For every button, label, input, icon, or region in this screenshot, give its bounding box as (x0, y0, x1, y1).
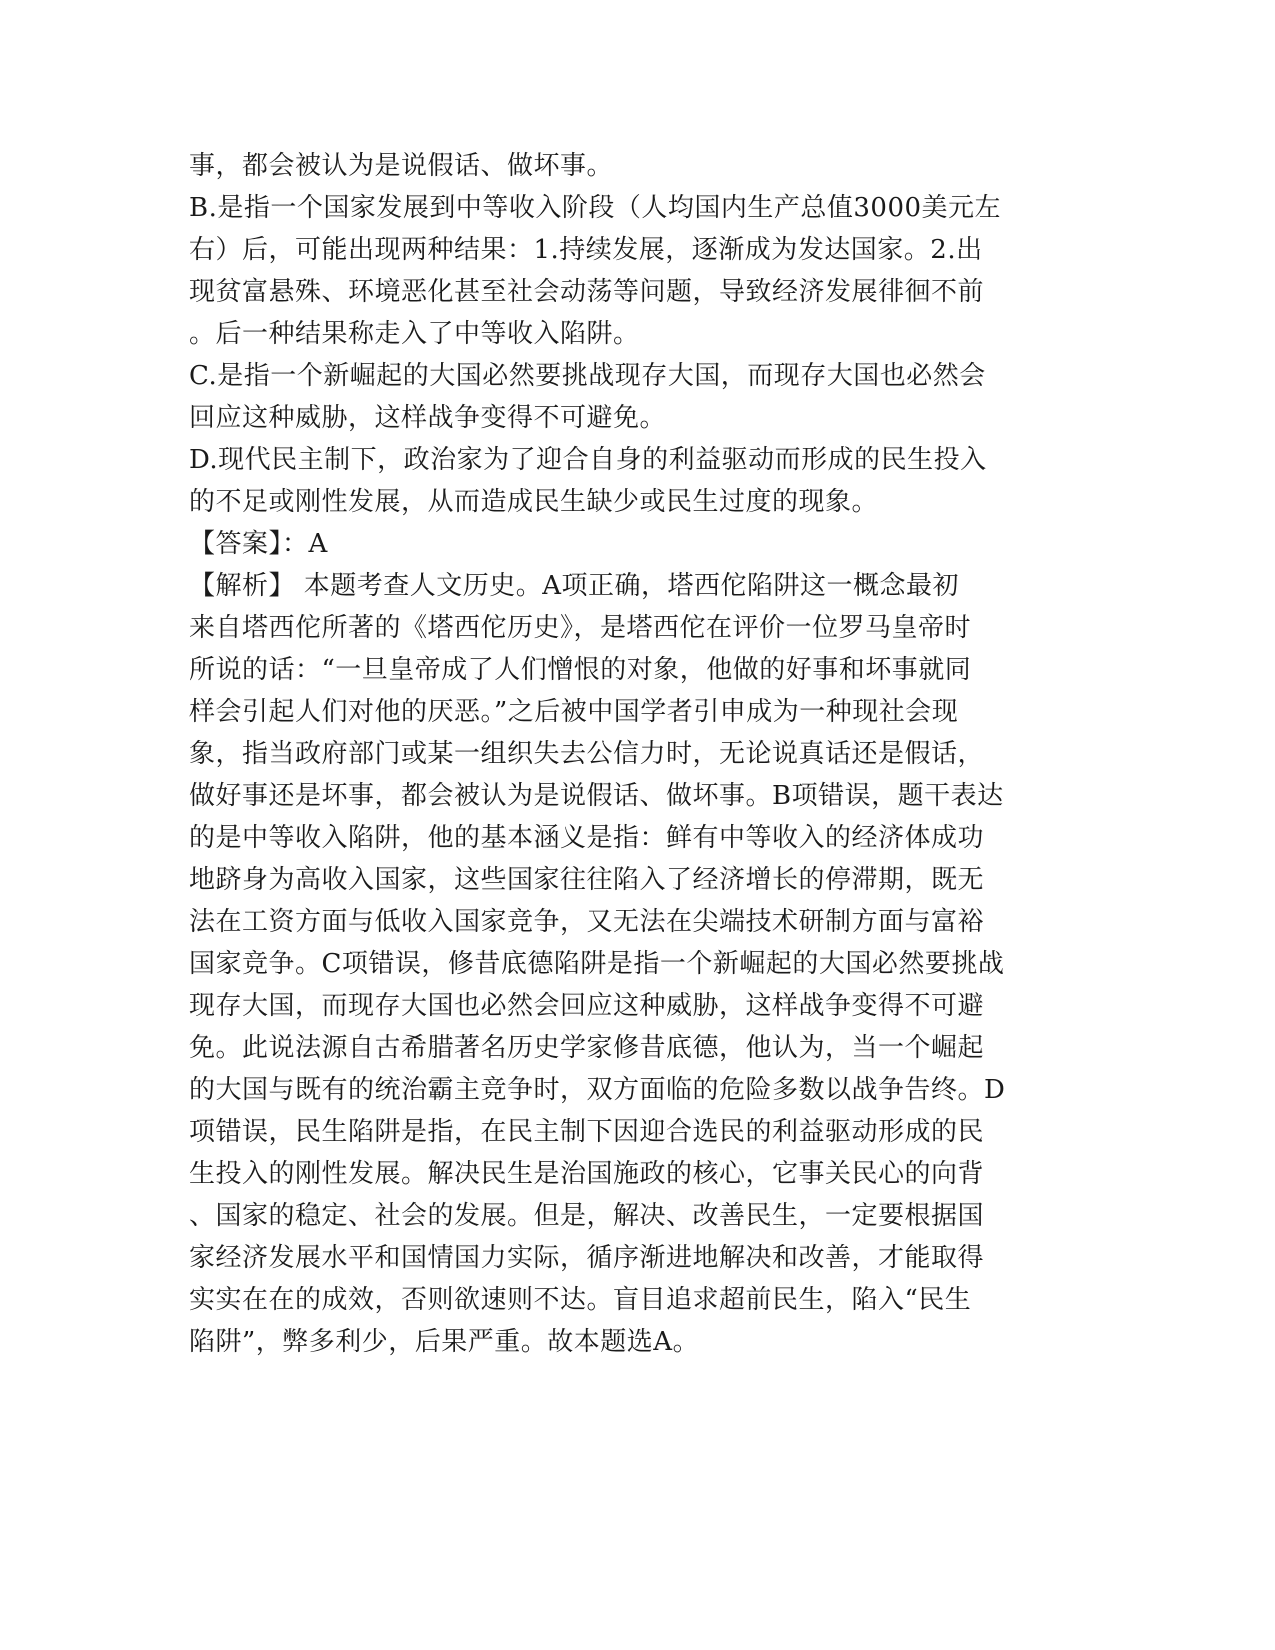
text-line: 项错误，民生陷阱是指，在民主制下因迎合选民的利益驱动形成的民 (189, 1117, 985, 1147)
text-line: 免。此说法源自古希腊著名历史学家修昔底德，他认为，当一个崛起 (189, 1033, 985, 1063)
text-line: 。后一种结果称走入了中等收入陷阱。 (189, 319, 640, 349)
text-line: 生投入的刚性发展。解决民生是治国施政的核心，它事关民心的向背 (189, 1159, 985, 1189)
text-line: 实实在在的成效，否则欲速则不达。盲目追求超前民生，陷入“民生 (189, 1285, 972, 1315)
option-c-line: C.是指一个新崛起的大国必然要挑战现存大国，而现存大国也必然会 (189, 361, 986, 391)
document-page (189, 145, 1069, 1363)
text-line: 地跻身为高收入国家，这些国家往往陷入了经济增长的停滞期，既无 (189, 865, 985, 895)
text-line: 家经济发展水平和国情国力实际，循序渐进地解决和改善，才能取得 (189, 1243, 985, 1273)
text-line: 陷阱”，弊多利少，后果严重。故本题选A。 (189, 1327, 700, 1357)
option-b-line: B.是指一个国家发展到中等收入阶段（人均国内生产总值3000美元左 (189, 193, 1002, 223)
text-line: 国家竞争。C项错误，修昔底德陷阱是指一个新崛起的大国必然要挑战 (189, 949, 1005, 979)
text-line: 事，都会被认为是说假话、做坏事。 (189, 151, 614, 181)
text-line: 、国家的稳定、社会的发展。但是，解决、改善民生，一定要根据国 (189, 1201, 985, 1231)
text-line: 象，指当政府部门或某一组织失去公信力时，无论说真话还是假话， (189, 739, 985, 769)
text-line: 现存大国，而现存大国也必然会回应这种威胁，这样战争变得不可避 (189, 991, 985, 1021)
text-line: 回应这种威胁，这样战争变得不可避免。 (189, 403, 667, 433)
analysis-line: 【解析】 本题考查人文历史。A项正确，塔西佗陷阱这一概念最初 (189, 571, 960, 601)
text-line: 法在工资方面与低收入国家竞争，又无法在尖端技术研制方面与富裕 (189, 907, 985, 937)
text-line: 来自塔西佗所著的《塔西佗历史》，是塔西佗在评价一位罗马皇帝时 (189, 613, 972, 643)
text-line: 现贫富悬殊、环境恶化甚至社会动荡等问题，导致经济发展徘徊不前 (189, 277, 985, 307)
option-d-line: D.现代民主制下，政治家为了迎合自身的利益驱动而形成的民生投入 (189, 445, 987, 475)
answer-line: 【答案】：A (189, 529, 328, 559)
text-line: 的不足或刚性发展，从而造成民生缺少或民生过度的现象。 (189, 487, 879, 517)
text-line: 的大国与既有的统治霸主竞争时，双方面临的危险多数以战争告终。D (189, 1075, 1006, 1105)
text-line: 样会引起人们对他的厌恶。”之后被中国学者引申成为一种现社会现 (189, 697, 959, 727)
text-line: 的是中等收入陷阱，他的基本涵义是指：鲜有中等收入的经济体成功 (189, 823, 985, 853)
text-line: 所说的话：“一旦皇帝成了人们憎恨的对象，他做的好事和坏事就同 (189, 655, 972, 685)
text-line: 做好事还是坏事，都会被认为是说假话、做坏事。B项错误，题干表达 (189, 781, 1004, 811)
text-line: 右）后，可能出现两种结果：1.持续发展，逐渐成为发达国家。2.出 (189, 235, 983, 265)
